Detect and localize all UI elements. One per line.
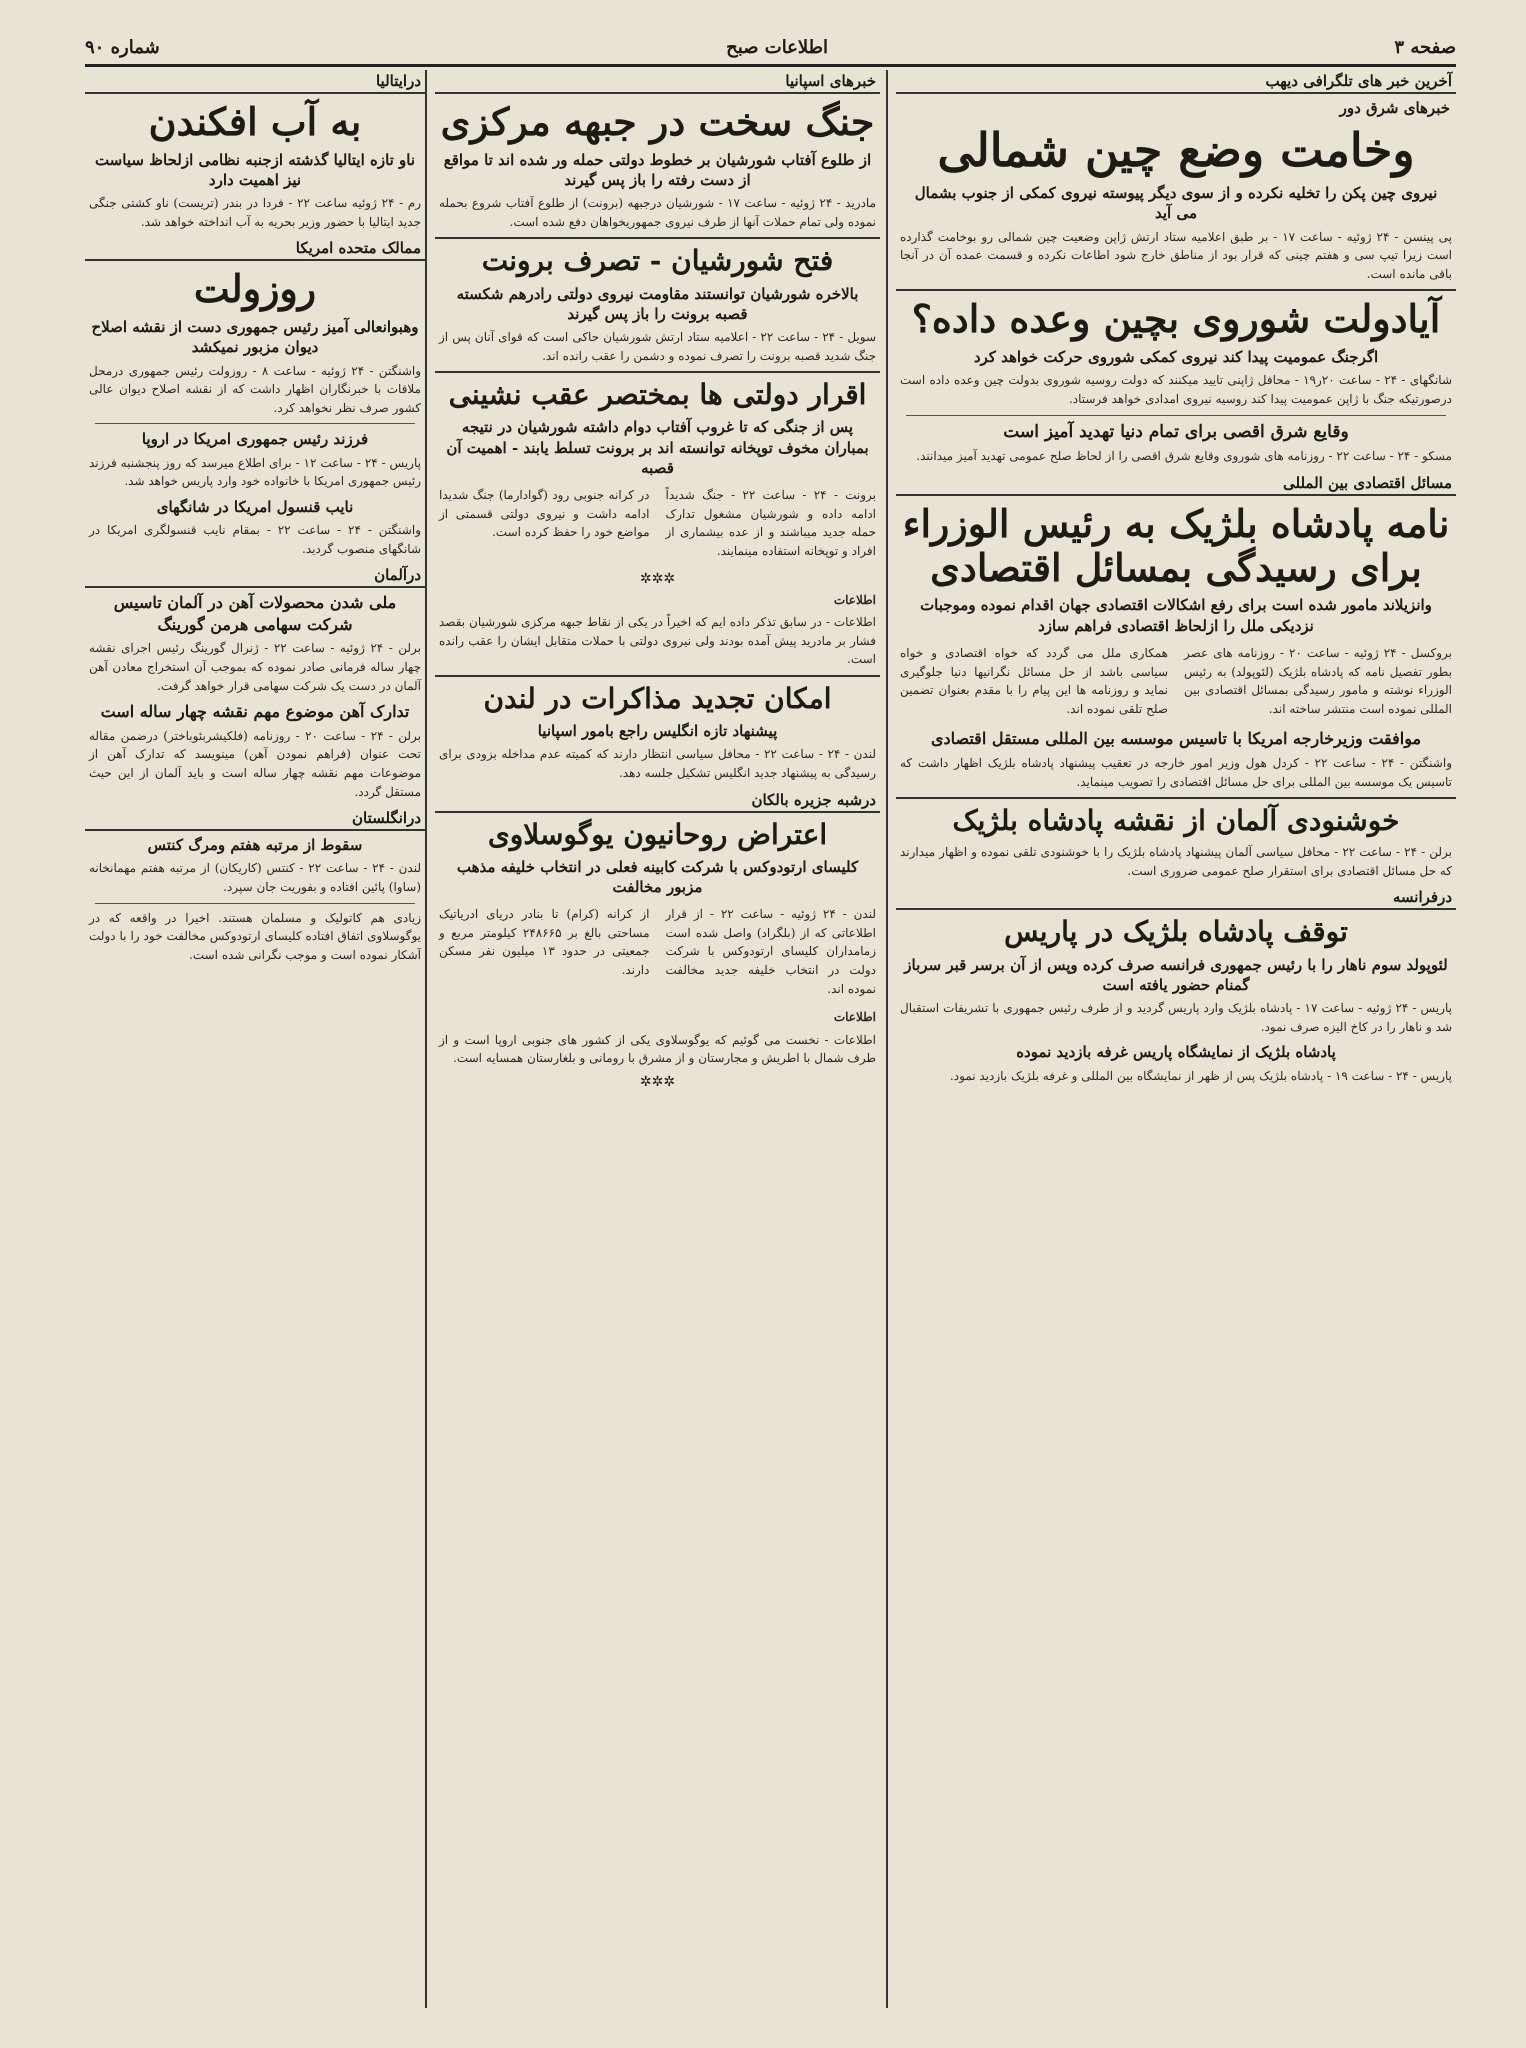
deck: کلیسای ارتودوکس با شرکت کابینه فعلی در انتخاب خلیفه مذهب مزبور مخالفت bbox=[456, 857, 859, 896]
divider bbox=[896, 289, 1456, 291]
story-body: رم - ۲۴ ژوئیه ساعت ۲۲ - فردا در بندر (تریست) ناو کشتی جنگی جدید ایتالیا با حضور وزیر بحریه به آب انداخته خواهد شد. bbox=[89, 196, 421, 229]
story-king-in-paris bbox=[896, 916, 1456, 1036]
divider bbox=[95, 423, 415, 424]
story-retreat-admission bbox=[435, 379, 880, 564]
headline: خوشنودی آلمان از نقشه پادشاه بلژیک bbox=[952, 804, 1400, 838]
middle-column bbox=[425, 70, 880, 2008]
story-body: اطلاعات - در سابق تذکر داده ایم که اخیراً در یکی از نقاط جبهه مرکزی شورشیان بقصد فشار بر مادرید پیش آمده بودند ولی نیروی دولتی با حملات متقابل ایشان را عقب رانده است. bbox=[439, 615, 876, 667]
headline: تدارک آهن موضوع مهم نقشه چهار ساله است bbox=[100, 702, 410, 722]
headline: پادشاه بلژیک از نمایشگاه پاریس غرفه بازدید نموده bbox=[1016, 1043, 1336, 1062]
story-body: واشنگتن - ۲۴ - ساعت ۲۲ - بمقام نایب قنسولگری امریکا در شانگهای منصوب گردید. bbox=[89, 523, 421, 556]
section-label-usa: ممالک متحده امریکا bbox=[85, 237, 425, 261]
story-body: زیادی هم کاتولیک و مسلمان هستند. اخیرا در واقعه که در یوگوسلاوی اتفاق افتاده کلیسای ارتودوکس مخالفت خود را با دولت آشکار نموده است و موجب نگرانی شده است. bbox=[89, 910, 421, 962]
story-president-son bbox=[85, 429, 425, 490]
story-body: واشنگتن - ۲۴ ژوئیه - ساعت ۸ - روزولت رئیس جمهوری درمحل ملاقات با خبرنگاران اظهار داشت که از نقشه اصلاح دیوان عالی کشور صرف نظر نخواهد کرد. bbox=[89, 363, 421, 415]
story-continued bbox=[85, 909, 425, 965]
ornament-stars: ✲✲✲ bbox=[639, 570, 676, 587]
section-label-balkans: درشبه جزیره بالکان bbox=[435, 789, 880, 813]
issue-number: شماره ۹۰ bbox=[85, 36, 160, 58]
story-vice-consul bbox=[85, 497, 425, 558]
story-body: پاریس - ۲۴ ژوئیه - ساعت ۱۷ - پادشاه بلژیک وارد پاریس گردید و از طرف رئیس جمهوری با تشریفات استقبال شد و ناهار را در کاخ الیزه صرف نمود. bbox=[900, 1001, 1452, 1034]
story-central-front bbox=[435, 100, 880, 231]
story-body: لندن - ۲۴ ژوئیه - ساعت ۲۲ - از قرار اطلاعاتی که از (بلگراد) واصل شده است زمامداران کلیسای ارتودوکس با شرکت دولت در انتخاب خلیفه جدید مخالفت نموده اند. bbox=[665, 907, 876, 996]
section-label-england: درانگلستان bbox=[85, 807, 425, 831]
story-ettelaat-yugoslavia bbox=[435, 1008, 880, 1068]
story-roosevelt bbox=[85, 267, 425, 417]
headline: وخامت وضع چین شمالی bbox=[937, 123, 1415, 178]
story-body: واشنگتن - ۲۴ - ساعت ۲۲ - کردل هول وزیر امور خارجه در تعقیب پیشنهاد پادشاه بلژیک اظهار داشت که تاسیس یک موسسه بین المللی برای حل مسائل اقتصادی را تصویب مینماید. bbox=[900, 755, 1452, 789]
headline: فتح شورشیان - تصرف برونت bbox=[481, 244, 834, 278]
story-body: همکاری ملل می گردد که خواه اقتصادی و خواه سیاسی باشد از حل مسائل نگرانیها دنیا جلوگیری نماید و روزنامه ها این پیام را با مقدم بعنوان تضمین صلح تلقی نموده اند. bbox=[900, 645, 1168, 716]
story-body: لندن - ۲۴ - ساعت ۲۲ - محافل سیاسی انتظار دارند که کمیته عدم مداخله بزودی برای رسیدگی به پیشنهاد جدید انگلیس تشکیل جلسه دهد. bbox=[439, 747, 876, 780]
story-king-exhibition bbox=[896, 1042, 1456, 1085]
story-body: مادرید - ۲۴ ژوئیه - ساعت ۱۷ - شورشیان درجبهه (برونت) از طلوع آفتاب شروع بحمله نموده ولی تمام حملات آنها از طرف نیروی جمهوریخواهان دفع شده است. bbox=[439, 196, 877, 229]
deck: بالاخره شورشیان توانستند مقاومت نیروی دولتی رادرهم شکسته قصبه برونت را باز پس گیرند bbox=[456, 284, 859, 323]
divider bbox=[906, 415, 1446, 416]
deck: پس از جنگی که تا غروب آفتاب دوام داشته شورشیان در نتیجه بمباران مخوف توپخانه توانسته اند بر برونت تسلط یابند - اهمیت آن قصبه bbox=[446, 418, 869, 477]
story-body: لندن - ۲۴ - ساعت ۲۲ - کنتس (کاریکان) از مرتبه هفتم مهمانخانه (ساوا) پائین افتاده و بفوریت جان سپرد. bbox=[89, 861, 421, 894]
story-far-east-threat bbox=[896, 421, 1456, 467]
story-body: اطلاعات - نخست می گوئیم که یوگوسلاوی یکی از کشور های جنوبی اروپا است و از طرف شمال با اطریش و مجارستان و از مشرق با رومانی و بلغارستان همسایه است. bbox=[439, 1032, 876, 1066]
section-sublabel-far-east: خبرهای شرق دور bbox=[1339, 99, 1450, 117]
deck: نیروی چین پکن را تخلیه نکرده و از سوی دیگر پیوسته نیروی کمکی از جنوب بشمال می آید bbox=[914, 184, 1438, 223]
story-body: بروکسل - ۲۴ ژوئیه - ساعت ۲۰ - روزنامه های عصر بطور تفصیل نامه که پادشاه بلژیک (لئوپولد) به رئیس الوزراء نوشته و مامور رسیدگی بمسائل اقتصادی بین المللی نموده است منتشر ساخته اند. bbox=[1184, 645, 1452, 716]
story-london-talks bbox=[435, 683, 880, 783]
headline: ملی شدن محصولات آهن در آلمان تاسیس شرکت سهامی هرمن گورینگ bbox=[113, 593, 397, 634]
paper-name: اطلاعات صبح bbox=[726, 36, 828, 58]
story-germany-pleased bbox=[896, 805, 1456, 880]
ornament-stars: ✲✲✲ bbox=[639, 1074, 676, 1090]
story-body: پی پینسن - ۲۴ ژوئیه - ساعت ۱۷ - بر طبق اعلامیه ستاد ارتش ژاپن وضعیت چین شمالی رو بوخامت گذارده است زیرا تیپ سی و هفتم چینی که قرار بود از مناطق خارج شود اطاعات نکرده و قسمت عمده آن در آنجا باقی مانده است. bbox=[900, 229, 1452, 281]
section-label-italy: درایتالیا bbox=[85, 70, 425, 94]
deck: وهبوانعالی آمیز رئیس جمهوری دست از نقشه اصلاح دیوان مزبور نمیکشد bbox=[91, 318, 419, 357]
headline: به آب افکندن bbox=[148, 99, 362, 144]
divider bbox=[896, 797, 1456, 799]
headline: روزولت bbox=[193, 266, 317, 312]
headline: موافقت وزیرخارجه امریکا با تاسیس موسسه بین المللی مستقل اقتصادی bbox=[930, 729, 1422, 749]
story-body: شانگهای - ۲۴ - ساعت ۲۰ر۱۹ - محافل ژاپنی تایید میکنند که دولت روسیه شوروی بدولت چین وعده داده است درصورتیکه جنگ با ژاپن عمومیت پیدا کند روسیه نیروی امدادی خواهد فرستاد. bbox=[900, 373, 1452, 406]
headline: آیادولت شوروی بچین وعده داده؟ bbox=[911, 296, 1441, 342]
section-label-france: درفرانسه bbox=[896, 886, 1456, 910]
section-label-economics: مسائل اقتصادی بین المللی bbox=[896, 472, 1456, 496]
story-body: برلن - ۲۴ - ساعت ۲۲ - محافل سیاسی آلمان پیشنهاد پادشاه بلژیک را با خوشنودی تلقی نموده و اظهار میدارند که حل مسائل اقتصادی برای استقرار صلح عمومی ضروری است. bbox=[900, 845, 1452, 878]
story-body: از کرانه (کرام) تا بنادر دریای ادریاتیک مساحتی بالغ بر ۲۴۸۶۶۵ کیلومتر مربع و جمعیتی در حدود ۱۳ میلیون نفر مسکن دارند. bbox=[439, 907, 650, 978]
story-iron-nationalization bbox=[85, 592, 425, 695]
masthead bbox=[85, 30, 1456, 67]
divider bbox=[435, 675, 880, 677]
story-belgian-king-letter bbox=[896, 502, 1456, 722]
page-number: صفحه ۳ bbox=[1394, 36, 1456, 58]
story-iron-plan bbox=[85, 701, 425, 801]
deck: لئوپولد سوم ناهار را با رئیس جمهوری فرانسه صرف کرده وپس از آن برسر قبر سرباز گمنام حضور یافته است bbox=[904, 955, 1448, 994]
headline: نایب قنسول امریکا در شانگهای bbox=[156, 497, 354, 516]
divider bbox=[95, 903, 415, 904]
headline: وقایع شرق اقصی برای تمام دنیا تهدید آمیز است bbox=[1003, 421, 1349, 442]
headline: اعتراض روحانیون یوگوسلاوی bbox=[487, 817, 828, 851]
deck: اگرجنگ عمومیت پیدا کند نیروی کمکی شوروی حرکت خواهد کرد bbox=[973, 348, 1379, 367]
story-body: مسکو - ۲۴ - ساعت ۲۲ - روزنامه های شوروی وقایع شرق اقصی را از لحاظ صلح عمومی تهدید آمیز میدانند. bbox=[916, 449, 1452, 464]
deck: پیشنهاد تازه انگلیس راجع بامور اسپانیا bbox=[537, 722, 778, 741]
story-body: پاریس - ۲۴ - ساعت ۱۹ - پادشاه بلژیک پس از ظهر از نمایشگاه بین المللی و غرفه بلژیک بازدید نمود. bbox=[949, 1068, 1452, 1083]
story-yugoslav-clergy bbox=[435, 819, 880, 1003]
story-brunete-capture bbox=[435, 245, 880, 365]
story-soviet-promise bbox=[896, 297, 1456, 408]
headline: اقرار دولتی ها بمختصر عقب نشینی bbox=[448, 378, 867, 412]
story-us-agreement bbox=[896, 728, 1456, 791]
story-body: سویل - ۲۴ - ساعت ۲۲ - اعلامیه ستاد ارتش شورشیان حاکی است که قوای آنان پس از جنگ شدید قصبه برونت را تصرف نموده و دشمن را عقب رانده اند. bbox=[439, 330, 877, 363]
story-ship-launch bbox=[85, 100, 425, 231]
story-body: پاریس - ۲۴ - ساعت ۱۲ - برای اطلاع میرسد که روز پنجشنبه فرزند رئیس جمهوری امریکا با خانواده خود وارد پاریس خواهد شد. bbox=[89, 455, 421, 489]
story-body: برلن - ۲۴ - ساعت ۲۰ - روزنامه (فلکیشربئوباختر) درضمن مقاله تحت عنوان (فراهم نمودن آهن) مینویسد که تدارک آهن از موضوعات مهم نقشه چهار ساله است و باید آلمان از این حیث مستقل گردد. bbox=[89, 728, 422, 799]
left-column bbox=[85, 70, 425, 2008]
headline: فرزند رئیس جمهوری امریکا در اروپا bbox=[141, 430, 369, 449]
story-label: اطلاعات bbox=[833, 1010, 876, 1025]
headline: نامه پادشاه بلژیک به رئیس الوزراء برای رسیدگی بمسائل اقتصادی bbox=[902, 501, 1450, 590]
deck: وانزیلاند مامور شده است برای رفع اشکالات اقتصادی جهان اقدام نموده وموجبات نزدیکی ملل را ازلحاظ اقتصادی فراهم سازد bbox=[920, 596, 1432, 635]
headline: سقوط از مرتبه هفتم ومرگ کنتس bbox=[147, 836, 363, 855]
right-column bbox=[886, 70, 1456, 2008]
story-countess bbox=[85, 835, 425, 896]
divider bbox=[435, 237, 880, 239]
story-ettelaat-note bbox=[435, 591, 880, 669]
section-label-germany: درآلمان bbox=[85, 564, 425, 588]
headline: توقف پادشاه بلژیک در پاریس bbox=[1004, 915, 1348, 949]
deck: از طلوع آفتاب شورشیان بر خطوط دولتی حمله ور شده اند تا مواقع از دست رفته را باز پس گیرند bbox=[443, 150, 872, 189]
headline: جنگ سخت در جبهه مرکزی bbox=[440, 99, 875, 144]
deck: ناو تازه ایتالیا گذشته ازجنبه نظامی ازلحاظ سیاست نیز اهمیت دارد bbox=[94, 150, 416, 189]
section-label-telegraph: آخرین خبر های تلگرافی دیهب bbox=[896, 70, 1456, 94]
story-body: برلن - ۲۴ ژوئیه - ساعت ۲۲ - ژنرال گورینگ رئیس اجرای نقشه چهار ساله فرمانی صادر نموده که بموجب آن استخراج معادن آهن آلمان در دست یک شرکت سهامی قرار خواهد گرفت. bbox=[89, 641, 421, 693]
story-body: در کرانه جنوبی رود (گوادارما) جنگ شدیدا ادامه داشت و نیروی دولتی قسمتی از مواضع خود را حفظ کرده است. bbox=[439, 488, 650, 540]
divider bbox=[435, 371, 880, 373]
story-north-china bbox=[896, 124, 1456, 283]
section-label-spain: خبرهای اسپانیا bbox=[435, 70, 880, 94]
headline: امکان تجدید مذاکرات در لندن bbox=[483, 681, 832, 715]
story-body: برونت - ۲۴ - ساعت ۲۲ - جنگ شدیداً ادامه داده و شورشیان مشغول تدارک حمله جدید میباشند و از عده بیشماری از افراد و توپخانه استفاده مینمایند. bbox=[665, 488, 877, 558]
story-label: اطلاعات bbox=[833, 592, 876, 607]
